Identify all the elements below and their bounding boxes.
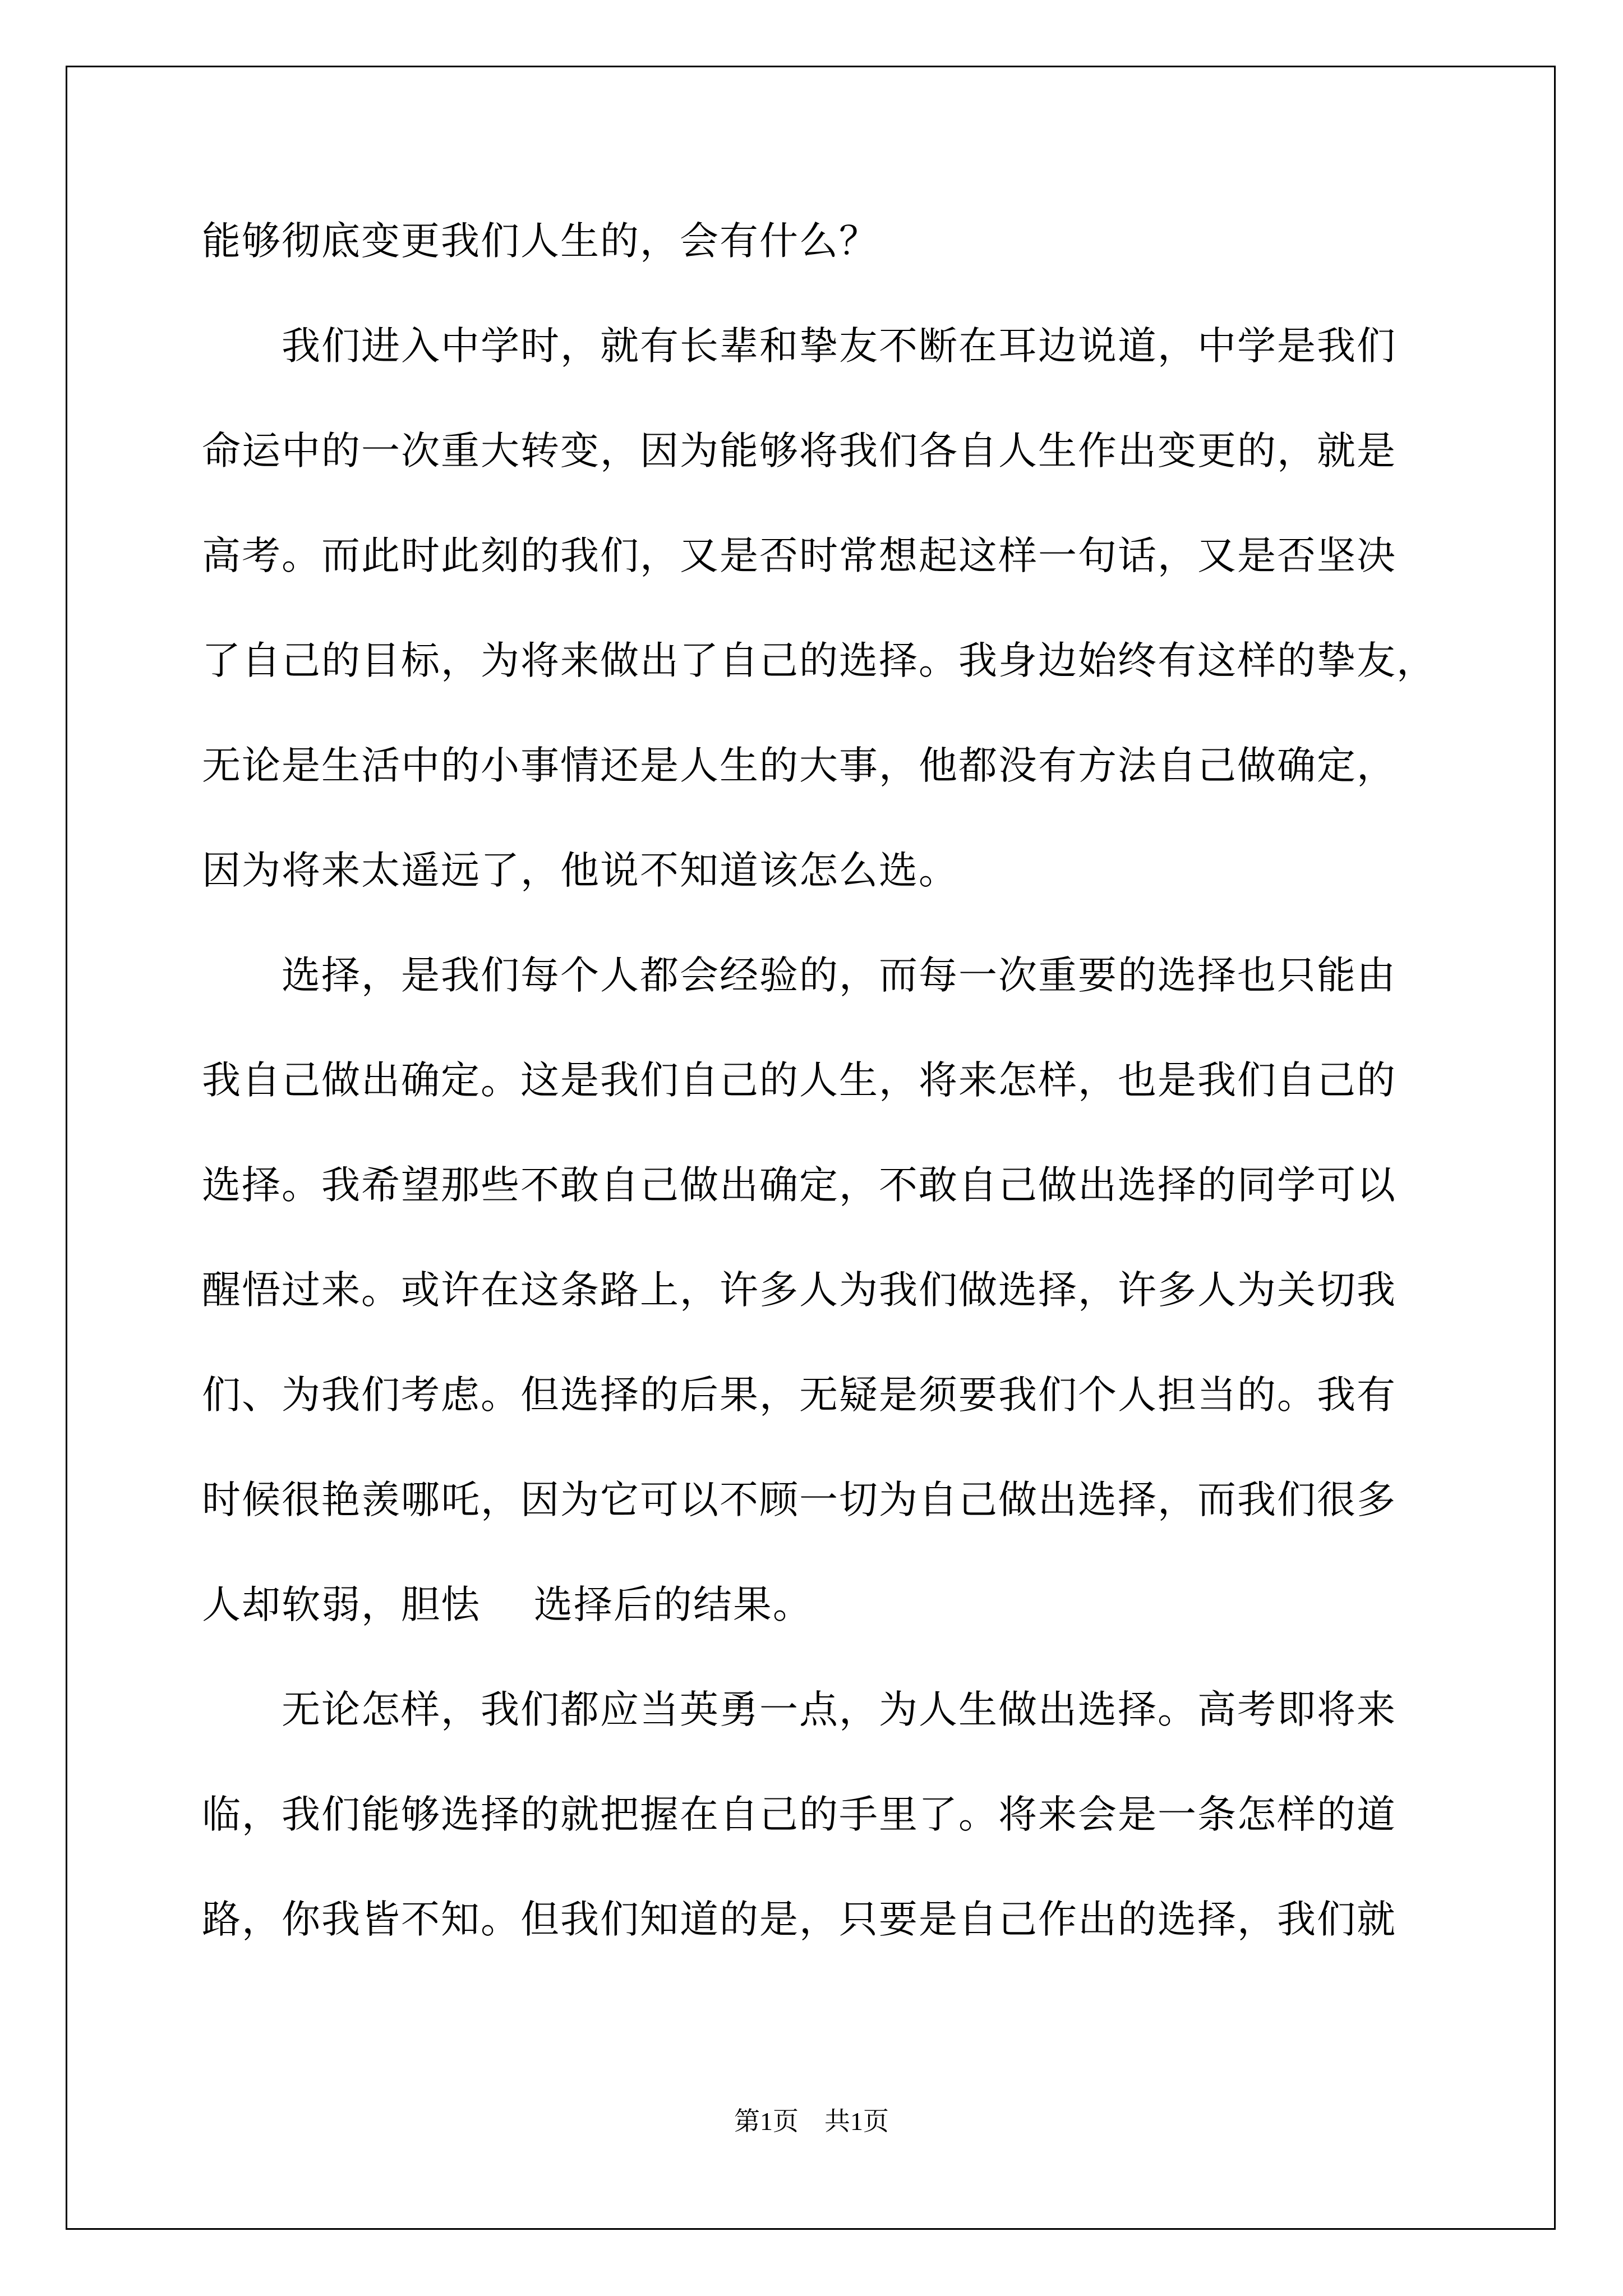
- text-line: 们、为我们考虑。但选择的后果，无疑是须要我们个人担当的。我有: [202, 1373, 1396, 1418]
- text-line: 时候很艳羡哪吒，因为它可以不顾一切为自己做出选择，而我们很多: [202, 1478, 1396, 1522]
- text-line: 临，我们能够选择的就把握在自己的手里了。将来会是一条怎样的道: [202, 1792, 1396, 1837]
- text-line: 高考。而此时此刻的我们，又是否时常想起这样一句话，又是否坚决: [202, 533, 1396, 578]
- text-line: 我自己做出确定。这是我们自己的人生，将来怎样，也是我们自己的: [202, 1058, 1396, 1103]
- text-line: 无论是生活中的小事情还是人生的大事，他都没有方法自己做确定，: [202, 743, 1396, 788]
- text-line: 无论怎样，我们都应当英勇一点，为人生做出选择。高考即将来: [202, 1687, 1396, 1732]
- text-line: 我们进入中学时，就有长辈和挚友不断在耳边说道，中学是我们: [202, 324, 1396, 369]
- text-line: 人却软弱，胆怯 选择后的结果。: [202, 1582, 813, 1627]
- text-line: 了自己的目标，为将来做出了自己的选择。我身边始终有这样的挚友，: [202, 638, 1436, 683]
- text-line: 能够彻底变更我们人生的，会有什么？: [202, 219, 879, 264]
- text-line: 选择，是我们每个人都会经验的，而每一次重要的选择也只能由: [202, 953, 1396, 998]
- page-footer: 第1页 共1页: [734, 2107, 889, 2136]
- text-line: 醒悟过来。或许在这条路上，许多人为我们做选择，许多人为关切我: [202, 1268, 1396, 1313]
- text-line: 路，你我皆不知。但我们知道的是，只要是自己作出的选择，我们就: [202, 1897, 1396, 1942]
- text-line: 命运中的一次重大转变，因为能够将我们各自人生作出变更的，就是: [202, 429, 1396, 473]
- document-body: [202, 208, 1436, 1991]
- text-line: 选择。我希望那些不敢自己做出确定，不敢自己做出选择的同学可以: [202, 1163, 1396, 1208]
- text-line: 因为将来太遥远了，他说不知道该怎么选。: [202, 848, 958, 893]
